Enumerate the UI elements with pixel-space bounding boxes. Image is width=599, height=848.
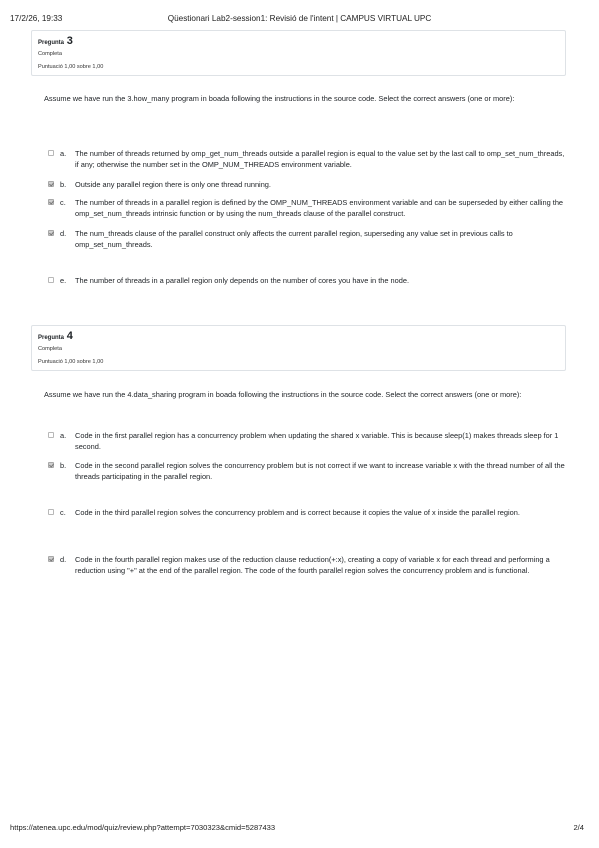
question-grade: Puntuació 1,00 sobre 1,00	[38, 359, 104, 365]
answer-text: Code in the first parallel region has a concurrency problem when updating the shared x variable. This is because sleep(1) makes threads sleep for 1 second.	[75, 431, 559, 451]
question-label: Pregunta	[38, 335, 65, 341]
answer-text: The number of threads in a parallel region only depends on the number of cores you have in the node.	[75, 276, 410, 285]
question-state: Completa	[38, 346, 62, 352]
question-number	[38, 330, 73, 342]
print-page-title: Qüestionari Lab2-session1: Revisió de l'intent | CAMPUS VIRTUAL UPC	[167, 14, 432, 23]
print-page-number: 2/4	[573, 823, 584, 832]
answer-letter: a.	[60, 149, 67, 158]
checkbox[interactable]	[48, 432, 54, 438]
checkbox-checked[interactable]	[48, 556, 54, 562]
print-footer	[0, 823, 599, 835]
question-info-box	[31, 325, 566, 371]
print-url: https://atenea.upc.edu/mod/quiz/review.php?attempt=7030323&cmid=5287433	[10, 823, 276, 832]
question-info-box	[31, 30, 566, 76]
answer-text: The number of threads in a parallel region is defined by the OMP_NUM_THREADS environment variable and can be superseded by either calling the omp_set_num_threads intrinsic function or by using the num_threads clause of the parallel construct.	[75, 198, 564, 218]
answer-letter: e.	[60, 276, 67, 285]
checkbox[interactable]	[48, 509, 54, 515]
answer-letter: a.	[60, 431, 67, 440]
question-state: Completa	[38, 51, 62, 57]
checkbox-checked[interactable]	[48, 462, 54, 468]
checkbox[interactable]	[48, 150, 54, 156]
answer-text: Outside any parallel region there is only one thread running.	[75, 180, 271, 189]
answer-text: Code in the third parallel region solves the concurrency problem and is correct because it copies the value of x inside the parallel region.	[75, 508, 520, 517]
answer-letter: d.	[60, 229, 67, 238]
answer-letter: c.	[60, 508, 66, 517]
question-number	[38, 35, 73, 47]
print-header	[0, 14, 599, 26]
question-grade: Puntuació 1,00 sobre 1,00	[38, 64, 104, 70]
question-number-value: 3	[66, 35, 73, 47]
checkbox-checked[interactable]	[48, 230, 54, 236]
question-label: Pregunta	[38, 40, 65, 46]
checkbox[interactable]	[48, 277, 54, 283]
checkbox-checked[interactable]	[48, 181, 54, 187]
answer-letter: c.	[60, 198, 66, 207]
print-datetime: 17/2/26, 19:33	[10, 14, 63, 23]
answer-letter: b.	[60, 180, 67, 189]
answer-text: Code in the second parallel region solves the concurrency problem but is not correct if we want to increase variable x with the thread number of all the threads participating in the parallel region.	[75, 461, 565, 481]
answer-letter: d.	[60, 555, 67, 564]
answer-letter: b.	[60, 461, 67, 470]
checkbox-checked[interactable]	[48, 199, 54, 205]
answer-text: The number of threads returned by omp_get_num_threads outside a parallel region is equal to the value set by the last call to omp_set_num_threads, if any; otherwise the number set in the OMP_NUM_THREADS environment variable.	[75, 149, 565, 169]
answer-text: The num_threads clause of the parallel construct only affects the current parallel region, superseding any value set in previous calls to omp_set_num_threads.	[75, 229, 513, 249]
question-text: Assume we have run the 3.how_many program in boada following the instructions in the source code. Select the correct answers (one or more):	[44, 94, 515, 103]
answer-text: Code in the fourth parallel region makes use of the reduction clause reduction(+:x), creating a copy of variable x for each thread and performing a reduction using "+" at the end of the parallel region. The code of the fourth parallel region solves the concurrency problem and is functional.	[75, 555, 550, 575]
question-number-value: 4	[66, 330, 73, 342]
question-text: Assume we have run the 4.data_sharing program in boada following the instructions in the source code. Select the correct answers (one or more):	[44, 390, 522, 399]
